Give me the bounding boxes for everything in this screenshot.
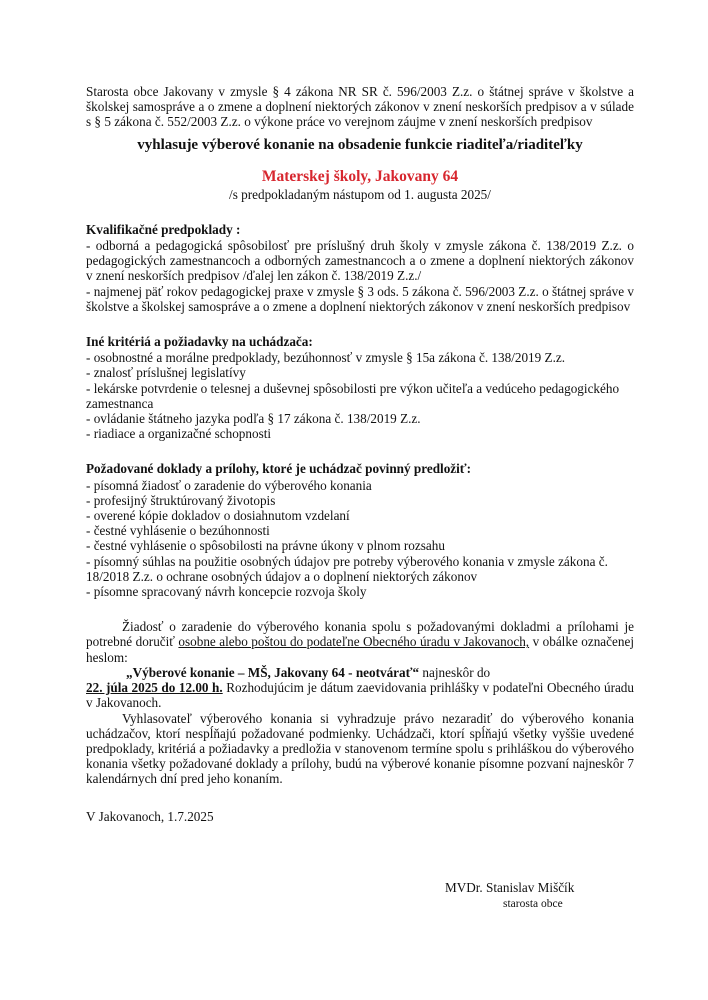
announcement-heading: vyhlasuje výberové konanie na obsadenie funkcie riaditeľa/riaditeľky <box>137 136 583 153</box>
document-item: - overené kópie dokladov o dosiahnutom vzdelaní <box>86 508 350 524</box>
motto-after: najneskôr do <box>419 664 491 680</box>
deadline-paragraph <box>86 680 634 710</box>
qualifications-section <box>86 222 634 314</box>
submission-address: osobne alebo poštou do podateľne Obecného úradu v Jakovanoch, <box>178 634 530 650</box>
criteria-section <box>86 334 634 441</box>
submission-text: Žiadosť o zaradenie do výberového konania spolu s požadovanými dokladmi a prílohami je potrebné doručiť <box>86 619 634 650</box>
qualifications-title: Kvalifikačné predpoklady : <box>86 221 241 237</box>
document-item: - písomný súhlas na použitie osobných údajov pre potreby výberového konania v zmysle zákona č. 18/2018 Z.z. o ochrane osobných údajov a o doplnení niektorých zákonov <box>86 553 608 584</box>
envelope-motto: „Výberové konanie – MŠ, Jakovany 64 - neotvárať“ <box>126 664 420 680</box>
signature-role: starosta obce <box>503 898 563 910</box>
document-item: - písomná žiadosť o zaradenie do výberového konania <box>86 477 372 493</box>
document-item: - čestné vyhlásenie o bezúhonnosti <box>86 523 270 539</box>
document-item: - písomne spracovaný návrh koncepcie rozvoja školy <box>86 584 367 600</box>
document-item: - profesijný štruktúrovaný životopis <box>86 492 276 508</box>
criteria-item: - ovládanie štátneho jazyka podľa § 17 zákona č. 138/2019 Z.z. <box>86 411 421 427</box>
document-body <box>86 84 634 824</box>
submission-section <box>86 619 634 786</box>
submission-text-end: v obálke označenej heslom: <box>86 634 634 665</box>
motto-line <box>86 665 634 680</box>
deadline-after: Rozhodujúcim je dátum zaevidovania prihlášky v podateľni Obecného úradu v Jakovanoch. <box>86 680 634 711</box>
document-item: - čestné vyhlásenie o spôsobilosti na právne úkony v plnom rozsahu <box>86 538 445 554</box>
criteria-item: - riadiace a organizačné schopnosti <box>86 426 272 442</box>
submission-paragraph <box>86 619 634 665</box>
signature-block <box>445 880 574 910</box>
documents-section <box>86 461 634 599</box>
criteria-item: - znalosť príslušnej legislatívy <box>86 365 246 381</box>
school-name: Materskej školy, Jakovany 64 <box>261 167 459 185</box>
reservation-paragraph: Vyhlasovateľ výberového konania si vyhradzuje právo nezaradiť do výberového konania uchádzačov, ktorí nespĺňajú požadované podmienky. Uchádzači, ktorí spĺňajú všetky vyššie uvedené predpoklady, kritériá a požiadavky a predložia v stanovenom termíne spolu s prihláškou do výberového konania všetky požadované doklady a prílohy, budú na výberové konanie písomne pozvaní najneskôr 7 kalendárnych dní pred jeho konaním. <box>86 710 634 787</box>
qualification-item: - odborná a pedagogická spôsobilosť pre príslušný druh školy v zmysle zákona č. 138/2019 Z.z. o pedagogických zamestnancoch a odborných zamestnancoch a o zmene a doplnení niektorých zákonov v znení neskorších predpisov /ďalej len zákon č. 138/2019 Z.z./ <box>86 238 634 284</box>
deadline: 22. júla 2025 do 12.00 h. <box>86 680 223 696</box>
signature-name: MVDr. Stanislav Miščík <box>445 880 575 895</box>
start-note: /s predpokladaným nástupom od 1. augusta 2025/ <box>229 186 491 202</box>
criteria-title: Iné kritériá a požiadavky na uchádzača: <box>86 334 313 350</box>
intro-paragraph: Starosta obce Jakovany v zmysle § 4 zákona NR SR č. 596/2003 Z.z. o štátnej správe v školstve a školskej samospráve a o zmene a doplnení niektorých zákonov v znení neskorších predpisov a v súlade s § 5 zákona č. 552/2003 Z.z. o výkone práce vo verejnom záujme v znení neskorších predpisov <box>86 84 634 130</box>
qualification-item: - najmenej päť rokov pedagogickej praxe v zmysle § 3 ods. 5 zákona č. 596/2003 Z.z. o štátnej správe v školstve a školskej samospráve a o zmene a doplnení niektorých zákonov v znení neskorších predpisov <box>86 283 634 314</box>
place-date: V Jakovanoch, 1.7.2025 <box>86 808 214 824</box>
criteria-item: - lekárske potvrdenie o telesnej a duševnej spôsobilosti pre výkon učiteľa a vedúceho pedagogického zamestnanca <box>86 380 620 411</box>
criteria-item: - osobnostné a morálne predpoklady, bezúhonnosť v zmysle § 15a zákona č. 138/2019 Z.z. <box>86 350 566 366</box>
documents-title: Požadované doklady a prílohy, ktoré je uchádzač povinný predložiť: <box>86 461 472 477</box>
